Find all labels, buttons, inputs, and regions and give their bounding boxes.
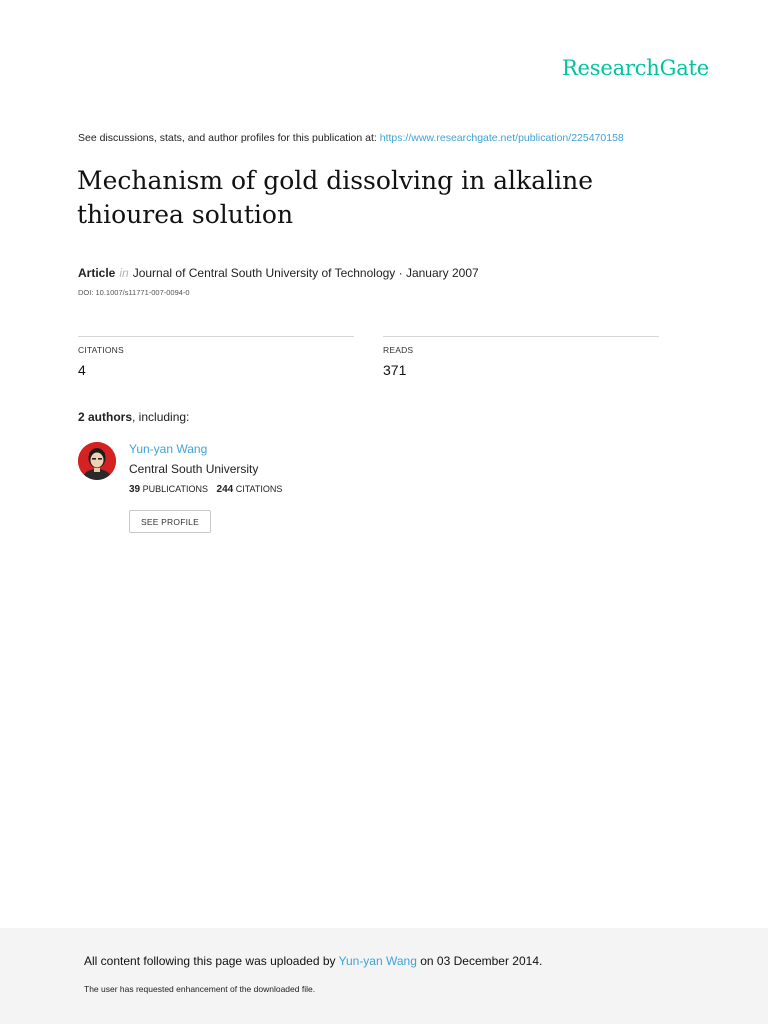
author-citations-count: 244: [216, 484, 234, 495]
discussion-prefix: See discussions, stats, and author profiles for this publication at:: [78, 132, 380, 144]
publication-type: Article: [78, 266, 116, 280]
researchgate-logo[interactable]: ResearchGate: [561, 56, 709, 80]
authors-suffix: , including:: [132, 410, 190, 424]
author-citations-label: CITATIONS: [235, 484, 283, 494]
publication-url-link[interactable]: https://www.researchgate.net/publication/225470158: [379, 132, 624, 144]
enhancement-notice: The user has requested enhancement of the downloaded file.: [84, 984, 316, 994]
publication-meta: [78, 266, 479, 280]
upload-prefix: All content following this page was uploaded by: [84, 954, 339, 968]
citations-label: CITATIONS: [78, 345, 124, 355]
author-publications-count: 39: [129, 484, 141, 495]
publication-doi: DOI: 10.1007/s11771-007-0094-0: [78, 288, 190, 297]
uploader-link[interactable]: Yun-yan Wang: [338, 954, 417, 968]
reads-value: 371: [383, 362, 407, 378]
in-word: in: [119, 266, 129, 280]
upload-notice: [84, 954, 542, 968]
authors-heading: [78, 410, 189, 424]
author-stats: [129, 484, 429, 495]
reads-stat: [383, 336, 659, 378]
citations-value: 4: [78, 362, 86, 378]
avatar-photo-icon: [78, 442, 116, 480]
discussion-line: [78, 132, 624, 144]
author-name-link[interactable]: Yun-yan Wang: [129, 442, 208, 456]
avatar[interactable]: [78, 442, 116, 480]
publication-venue-date: Journal of Central South University of Technology · January 2007: [132, 266, 479, 280]
authors-count: 2 authors: [78, 410, 133, 424]
publication-title: Mechanism of gold dissolving in alkaline thiourea solution: [77, 166, 593, 229]
see-profile-button[interactable]: SEE PROFILE: [129, 510, 211, 533]
author-institution: Central South University: [129, 462, 259, 476]
author-info: [129, 442, 429, 495]
reads-label: READS: [383, 345, 414, 355]
upload-suffix: on 03 December 2014.: [416, 954, 543, 968]
citations-stat: [78, 336, 354, 378]
author-publications-label: PUBLICATIONS: [142, 484, 208, 494]
footer: [0, 928, 768, 1024]
